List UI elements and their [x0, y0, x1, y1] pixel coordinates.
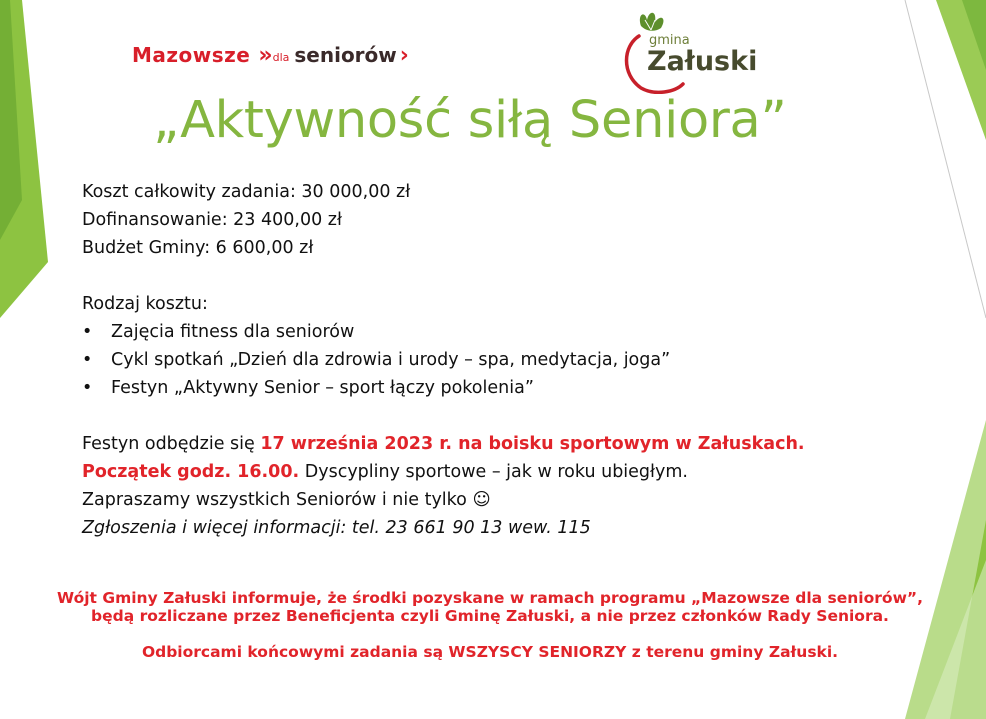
co-financing: Dofinansowanie: 23 400,00 zł	[82, 210, 342, 230]
bullet-icon: •	[82, 322, 93, 342]
total-cost: Koszt całkowity zadania: 30 000,00 zł	[82, 182, 411, 202]
festyn-start-line	[82, 458, 962, 486]
chevrons-icon: »	[258, 42, 267, 68]
seniorow-text: seniorów	[294, 43, 397, 67]
list-item	[82, 346, 962, 374]
chevron-right-icon: ›	[399, 42, 409, 68]
page-title: „Aktywność siłą Seniora”	[153, 91, 787, 150]
bullet-icon: •	[82, 378, 93, 398]
notice-paragraph-funding: Wójt Gminy Załuski informuje, że środki pozyskane w ramach programu „Mazowsze dla seniorów”, będą rozliczane przez Beneficjenta czyli Gminę Załuski, a nie przez członków Rady Seniora.	[57, 589, 923, 625]
gmina-label: gmina	[649, 33, 690, 48]
festyn-date-place: 17 września 2023 r. na boisku sportowym w Załuskach.	[260, 434, 805, 454]
invitation-text: Zapraszamy wszystkich Seniorów i nie tylko ☺	[82, 490, 491, 510]
gmina-zaluski-logo	[615, 6, 775, 94]
spacer	[82, 402, 962, 430]
registration-info: Zgłoszenia i więcej informacji: tel. 23 661 90 13 wew. 115	[82, 518, 591, 538]
start-time: Początek godz. 16.00.	[82, 462, 300, 482]
main-content	[82, 178, 962, 542]
festyn-date-line	[82, 430, 962, 458]
list-item	[82, 318, 962, 346]
cost-types-heading: Rodzaj kosztu:	[82, 294, 208, 314]
list-item	[82, 374, 962, 402]
spacer	[82, 262, 962, 290]
mazowsze-dla-seniorow-logo	[132, 40, 409, 70]
notice-paragraph-recipients: Odbiorcami końcowymi zadania są WSZYSCY SENIORZY z terenu gminy Załuski.	[141, 643, 839, 661]
festyn-intro: Festyn odbędzie się	[82, 434, 261, 454]
mayor-notice	[40, 589, 940, 661]
disciplines-text: Dyscypliny sportowe – jak w roku ubiegłym.	[299, 462, 688, 482]
list-item-text: Zajęcia fitness dla seniorów	[111, 322, 355, 342]
dla-text: dla	[272, 51, 290, 64]
bullet-icon: •	[82, 350, 93, 370]
list-item-text: Festyn „Aktywny Senior – sport łączy pokolenia”	[111, 378, 534, 398]
municipal-budget: Budżet Gminy: 6 600,00 zł	[82, 238, 314, 258]
list-item-text: Cykl spotkań „Dzień dla zdrowia i urody – spa, medytacja, joga”	[111, 350, 671, 370]
mazowsze-wordmark: Mazowsze	[132, 43, 251, 67]
gmina-name: Załuski	[647, 46, 758, 77]
